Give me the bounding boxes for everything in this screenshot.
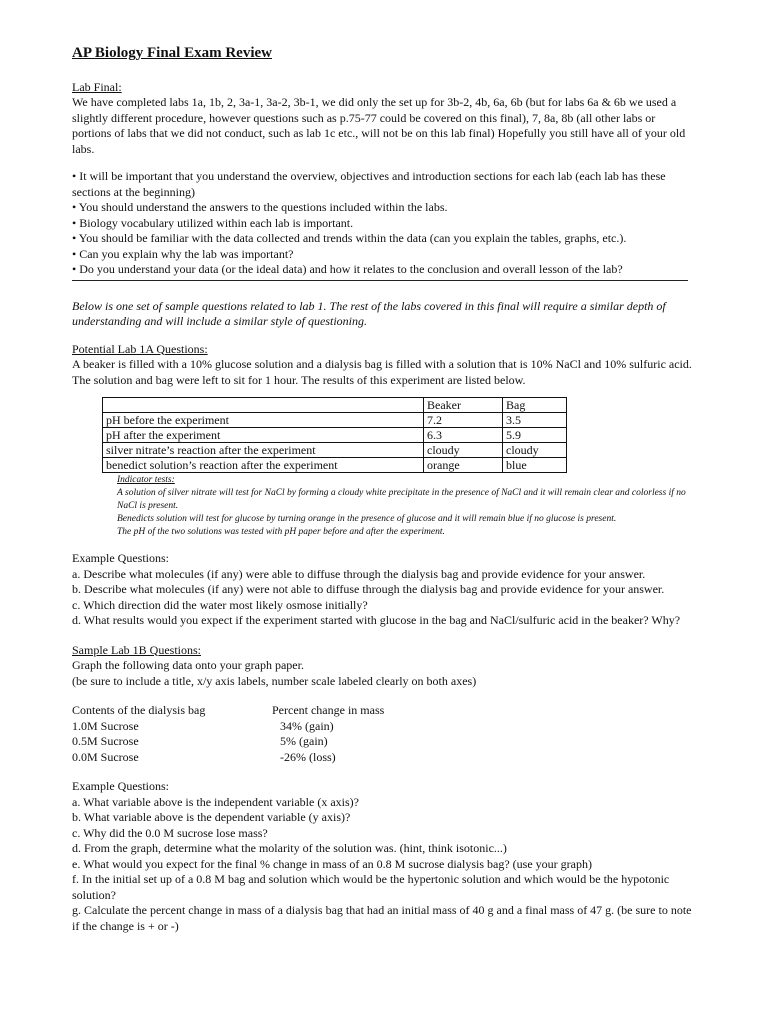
question-item: b. What variable above is the dependent variable (y axis)? [72, 810, 351, 824]
table-cell: 7.2 [424, 413, 503, 428]
indicator-line: Benedicts solution will test for glucose by turning orange in the presence of glucose and it will remain blue if no glucose is present. [117, 514, 617, 524]
sample-note: Below is one set of sample questions related to lab 1. The rest of the labs covered in this final will require a similar depth of understanding and will include a similar style of questioning. [72, 298, 666, 328]
table-cell: cloudy [424, 443, 503, 458]
table-row [103, 413, 567, 428]
bullet-item: • Biology vocabulary utilized within each lab is important. [72, 215, 354, 230]
mass-cell: -26% (loss) [280, 749, 336, 764]
document-page [72, 46, 696, 934]
mass-cell: 5% (gain) [280, 734, 328, 748]
table-cell: 5.9 [503, 428, 567, 443]
indicator-line: A solution of silver nitrate will test for NaCl by forming a cloudy white precipitate in the presence of NaCl and it will remain clear and colorless if no NaCl is present. [117, 488, 686, 511]
bullet-item: • It will be important that you understand the overview, objectives and introduction sections for each lab (each lab has these sections at the beginning) [72, 169, 666, 199]
lab1a-intro: A beaker is filled with a 10% glucose solution and a dialysis bag is filled with a solution that is 10% NaCl and 10% sulfuric acid. The solution and bag were left to sit for 1 hour. The results of this experiment are listed below. [72, 357, 692, 387]
mass-change-table [72, 703, 696, 765]
lab1a-questions-heading: Example Questions: [72, 551, 169, 565]
table-cell: blue [503, 458, 567, 473]
table-row [103, 458, 567, 473]
question-item: d. From the graph, determine what the molarity of the solution was. (hint, think isotonic...) [72, 841, 507, 855]
question-item: f. In the initial set up of a 0.8 M bag and solution which would be the hypertonic solution and which would be the hypotonic solution? [72, 872, 670, 902]
mass-cell: 0.5M Sucrose [72, 734, 139, 748]
table-header-cell [103, 398, 424, 413]
bullet-item: • Can you explain why the lab was important? [72, 246, 294, 261]
bullet-item: • You should understand the answers to the questions included within the labs. [72, 200, 448, 214]
question-item: c. Which direction did the water most likely osmose initially? [72, 597, 368, 612]
table-cell: pH before the experiment [103, 413, 424, 428]
question-item: g. Calculate the percent change in mass of a dialysis bag that had an initial mass of 40 g and a final mass of 47 g. (be sure to note if the change is + or -) [72, 903, 692, 933]
lab1b-heading: Sample Lab 1B Questions: [72, 642, 201, 657]
lab-final-bullets [72, 169, 696, 278]
question-item: e. What would you expect for the final % change in mass of an 0.8 M sucrose dialysis bag? (use your graph) [72, 856, 592, 871]
table-cell: orange [424, 458, 503, 473]
document-title: AP Biology Final Exam Review [72, 45, 272, 61]
lab1b-questions-heading: Example Questions: [72, 779, 169, 793]
question-item: b. Describe what molecules (if any) were not able to diffuse through the dialysis bag and provide evidence for your answer. [72, 582, 665, 596]
bullet-item: • You should be familiar with the data collected and trends within the data (can you explain the tables, graphs, etc.). [72, 231, 627, 245]
lab-final-heading: Lab Final: [72, 79, 122, 94]
table-cell: 6.3 [424, 428, 503, 443]
mass-header: Percent change in mass [272, 703, 385, 717]
mass-header: Contents of the dialysis bag [72, 703, 206, 717]
results-table [102, 397, 567, 473]
instruction-line: (be sure to include a title, x/y axis labels, number scale labeled clearly on both axes) [72, 673, 477, 688]
question-item: c. Why did the 0.0 M sucrose lose mass? [72, 825, 268, 840]
lab-final-intro: We have completed labs 1a, 1b, 2, 3a-1, 3a-2, 3b-1, we did only the set up for 3b-2, 4b, 6a, 6b (but for labs 6a & 6b we used a slightly different procedure, however questions such as p.75-77 could be covered on this final), 7, 8a, 8b (all other labs or portions of labs that we did not conduct, such as lab 1c etc., will not be on this lab final) Hopefully you still have all of your old labs. [72, 95, 686, 156]
mass-cell: 1.0M Sucrose [72, 718, 139, 733]
instruction-line: Graph the following data onto your graph paper. [72, 658, 304, 672]
table-row [103, 428, 567, 443]
indicator-line: The pH of the two solutions was tested with pH paper before and after the experiment. [117, 527, 445, 537]
horizontal-rule [72, 280, 688, 281]
table-cell: pH after the experiment [103, 428, 424, 443]
question-item: a. What variable above is the independent variable (x axis)? [72, 794, 359, 809]
question-item: a. Describe what molecules (if any) were able to diffuse through the dialysis bag and provide evidence for your answer. [72, 566, 646, 581]
table-cell: cloudy [503, 443, 567, 458]
table-cell: benedict solution’s reaction after the experiment [103, 458, 424, 473]
table-header-row [103, 398, 567, 413]
table-row [103, 443, 567, 458]
table-cell: 3.5 [503, 413, 567, 428]
table-header-cell: Beaker [424, 398, 503, 413]
indicator-heading: Indicator tests: [117, 475, 175, 485]
lab1a-heading: Potential Lab 1A Questions: [72, 341, 208, 356]
indicator-tests [117, 474, 696, 539]
table-cell: silver nitrate’s reaction after the experiment [103, 443, 424, 458]
mass-cell: 0.0M Sucrose [72, 749, 139, 764]
bullet-item: • Do you understand your data (or the ideal data) and how it relates to the conclusion and overall lesson of the lab? [72, 262, 623, 276]
question-item: d. What results would you expect if the experiment started with glucose in the bag and NaCl/sulfuric acid in the beaker? Why? [72, 613, 681, 627]
mass-cell: 34% (gain) [280, 718, 334, 733]
table-header-cell: Bag [503, 398, 567, 413]
